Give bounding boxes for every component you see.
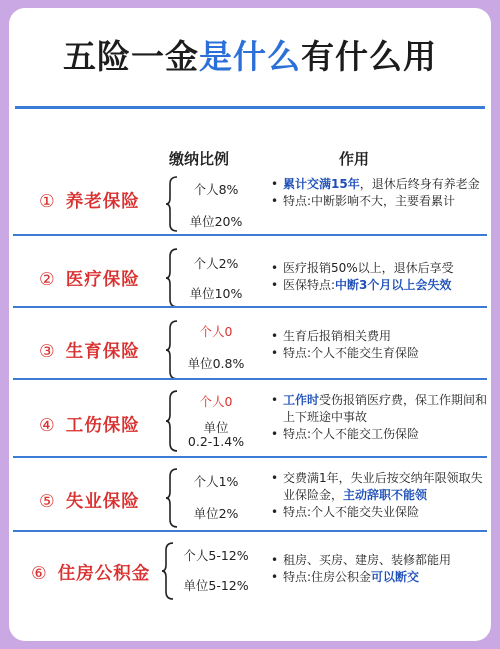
purpose-column-header: 作用 <box>339 150 370 168</box>
row-title: ④ 工伤保险 <box>39 416 140 436</box>
ratio-column-header: 缴纳比例 <box>169 150 230 168</box>
row-title: ③ 生育保险 <box>39 342 140 362</box>
info-card <box>9 8 491 641</box>
page-title <box>9 28 491 86</box>
purpose-list <box>271 552 491 586</box>
purpose-item: • 交费满1年，失业后按交纳年限领取失业保险金，主动辞职不能领 <box>271 470 491 504</box>
row-divider <box>13 378 487 380</box>
row-title: ⑥ 住房公积金 <box>31 564 151 584</box>
purpose-item: • 特点:个人不能交失业保险 <box>271 504 491 521</box>
purpose-item: • 特点:个人不能交工伤保险 <box>271 426 491 443</box>
brace-icon <box>165 248 179 308</box>
title-highlight: 是什么 <box>199 37 301 76</box>
company-ratio: 单位0.8% <box>187 356 245 371</box>
personal-ratio: 个人2% <box>193 256 239 271</box>
purpose-item: • 医疗报销50%以上，退休后享受 <box>271 260 491 277</box>
purpose-list <box>271 328 491 362</box>
brace-icon <box>165 468 179 528</box>
purpose-item: • 累计交满15年，退休后终身有养老金 <box>271 176 491 193</box>
row-title <box>39 188 140 213</box>
company-ratio: 单位5-12% <box>183 578 249 593</box>
purpose-item: • 特点:个人不能交生育保险 <box>271 345 491 362</box>
company-ratio: 单位2% <box>193 506 239 521</box>
personal-ratio: 个人0 <box>199 394 233 409</box>
purpose-item: • 医保特点:中断3个月以上会失效 <box>271 277 491 294</box>
personal-ratio: 个人0 <box>199 324 233 339</box>
purpose-list <box>271 176 491 210</box>
company-ratio: 单位10% <box>189 286 243 301</box>
row-number: ① <box>39 192 56 212</box>
row-title: ② 医疗保险 <box>39 270 140 290</box>
purpose-item: • 生育后报销相关费用 <box>271 328 491 345</box>
personal-ratio: 个人5-12% <box>183 548 249 563</box>
company-ratio: 单位20% <box>189 214 243 229</box>
purpose-list <box>271 392 491 443</box>
row-divider <box>13 234 487 236</box>
title-divider <box>15 106 485 109</box>
personal-ratio: 个人1% <box>193 474 239 489</box>
purpose-item: • 特点:住房公积金可以断交 <box>271 569 491 586</box>
purpose-list <box>271 260 491 294</box>
row-divider <box>13 530 487 532</box>
row-divider <box>13 456 487 458</box>
brace-icon <box>165 176 179 232</box>
purpose-item: • 特点:中断影响不大，主要看累计 <box>271 193 491 210</box>
title-part1: 五险一金 <box>63 37 199 76</box>
row-label: 养老保险 <box>65 192 140 212</box>
purpose-list <box>271 470 491 521</box>
title-part2: 有什么用 <box>301 37 437 76</box>
company-ratio-value: 0.2-1.4% <box>187 434 245 449</box>
purpose-item: • 租房、买房、建房、装修都能用 <box>271 552 491 569</box>
row-divider <box>13 306 487 308</box>
company-ratio-label: 单位 <box>203 420 229 435</box>
personal-ratio: 个人8% <box>193 182 239 197</box>
row-title: ⑤ 失业保险 <box>39 492 140 512</box>
purpose-item: • 工作时受伤报销医疗费，保工作期间和上下班途中事故 <box>271 392 491 426</box>
brace-icon <box>165 320 179 380</box>
